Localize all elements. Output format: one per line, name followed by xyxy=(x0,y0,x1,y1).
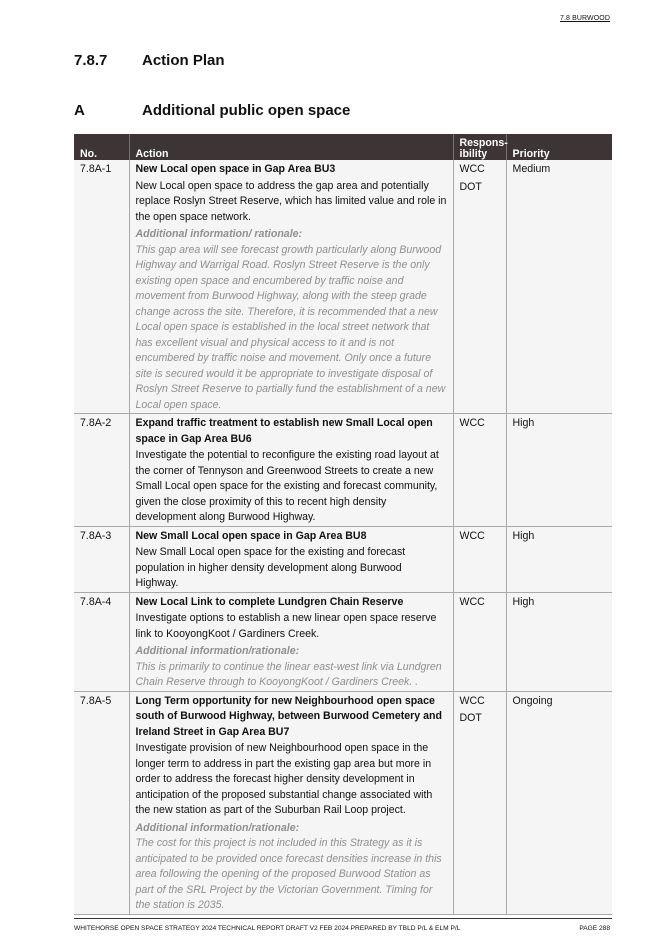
table-row xyxy=(74,691,612,914)
table-body xyxy=(74,160,612,914)
action-cell xyxy=(129,414,453,527)
additional-info-text: The cost for this project is not included in this Strategy as it is anticipated to be provided once forecast densities increase in this area following the opening of the proposed Burwood Station as part of the SRL Project by the Victorian Government. Timing for the station is 2035. xyxy=(135,837,442,911)
action-description: Investigate the potential to reconfigure the existing road layout at the corner of Tennyson and Greenwood Streets to create a new Small Local open space for the existing and forecast community, given the close proximity of this to recent high density development along Burwood Highway. xyxy=(135,449,439,523)
responsibility-cell xyxy=(453,160,506,414)
table-row xyxy=(74,160,612,414)
table-header-row xyxy=(74,134,612,160)
responsible-party: WCC xyxy=(459,694,485,707)
action-description: New Local open space to address the gap area and potentially replace Roslyn Street Reserve, which has limited value and role in the open space network. xyxy=(135,179,447,223)
action-number: 7.8A-4 xyxy=(74,592,129,691)
priority-cell: Ongoing xyxy=(506,691,612,914)
action-number: 7.8A-2 xyxy=(74,414,129,527)
action-description: New Small Local open space for the existing and forecast population in higher density development along Burwood Highway. xyxy=(135,546,406,589)
running-header: 7.8 BURWOOD xyxy=(560,15,610,22)
footer-rule xyxy=(74,918,612,919)
action-title: New Local open space in Gap Area BU3 xyxy=(135,163,336,175)
responsible-party: DOT xyxy=(459,712,482,724)
responsible-party: WCC xyxy=(459,595,485,608)
action-cell xyxy=(129,526,453,592)
action-description: Investigate options to establish a new linear open space reserve link to KooyongKoot / Gardiners Creek. xyxy=(135,612,437,640)
action-number: 7.8A-3 xyxy=(74,526,129,592)
action-title: New Small Local open space in Gap Area BU8 xyxy=(135,529,367,542)
table-row xyxy=(74,414,612,527)
action-number: 7.8A-5 xyxy=(74,691,129,914)
priority-cell: High xyxy=(506,526,612,592)
priority-cell: High xyxy=(506,592,612,691)
action-plan-table xyxy=(74,134,612,915)
action-number: 7.8A-1 xyxy=(74,160,129,414)
section-number: 7.8.7 xyxy=(74,52,108,69)
responsibility-cell xyxy=(453,526,506,592)
section-title: Action Plan xyxy=(142,52,225,69)
action-cell xyxy=(129,691,453,914)
action-title: Long Term opportunity for new Neighbourhood open space south of Burwood Highway, between Burwood Cemetery and Ireland Street in Gap Area BU7 xyxy=(135,694,442,738)
header-no: No. xyxy=(74,134,129,160)
priority-cell: High xyxy=(506,414,612,527)
additional-info-text: This gap area will see forecast growth particularly along Burwood Highway and Warrigal Road. Roslyn Street Reserve is the only existing open space and encumbered by traffic noise and movement from Burwood Highway, along with the steep grade change across the site. Therefore, it is recommended that a new Local open space is established in the local street network that has excellent visual and physical access to it and is not encumbered by traffic noise and movement. Only once a future site is secured would it be appropriate to investigate disposal of Roslyn Street Reserve to partially fund the establishment of a new Local open space. xyxy=(135,243,446,411)
priority-cell: Medium xyxy=(506,160,612,414)
table-row xyxy=(74,526,612,592)
footer-text: WHITEHORSE OPEN SPACE STRATEGY 2024 TECHNICAL REPORT DRAFT V2 FEB 2024 PREPARED BY TBLD P/L & ELM P/L xyxy=(74,925,461,932)
responsibility-cell xyxy=(453,592,506,691)
action-cell xyxy=(129,592,453,691)
table-row xyxy=(74,592,612,691)
header-action: Action xyxy=(129,134,453,160)
action-cell xyxy=(129,160,453,414)
action-description: Investigate provision of new Neighbourhood open space in the longer term to address in part the existing gap area but more in order to address the forecast higher density development in anticipation of the proposed substantial change associated with the new station as part of the Suburban Rail Loop project. xyxy=(135,742,433,816)
additional-info-label: Additional information/ rationale: xyxy=(135,228,303,240)
additional-info-label: Additional information/rationale: xyxy=(135,821,300,834)
header-responsibility: Respons- ibility xyxy=(453,134,506,160)
additional-info-text: This is primarily to continue the linear east-west link via Lundgren Chain Reserve through to KooyongKoot / Gardiners Creek. . xyxy=(135,660,442,688)
additional-info-label: Additional information/rationale: xyxy=(135,645,300,657)
header-priority: Priority xyxy=(506,134,612,160)
responsibility-cell xyxy=(453,414,506,527)
action-title: Expand traffic treatment to establish new Small Local open space in Gap Area BU6 xyxy=(135,417,433,445)
page-number: PAGE 288 xyxy=(579,925,610,932)
subsection-title: Additional public open space xyxy=(142,102,351,119)
action-title: New Local Link to complete Lundgren Chain Reserve xyxy=(135,595,404,608)
responsible-party: DOT xyxy=(459,180,482,193)
responsible-party: WCC xyxy=(459,163,485,175)
responsible-party: WCC xyxy=(459,417,485,429)
responsibility-cell xyxy=(453,691,506,914)
responsible-party: WCC xyxy=(459,529,485,542)
subsection-letter: A xyxy=(74,102,85,119)
